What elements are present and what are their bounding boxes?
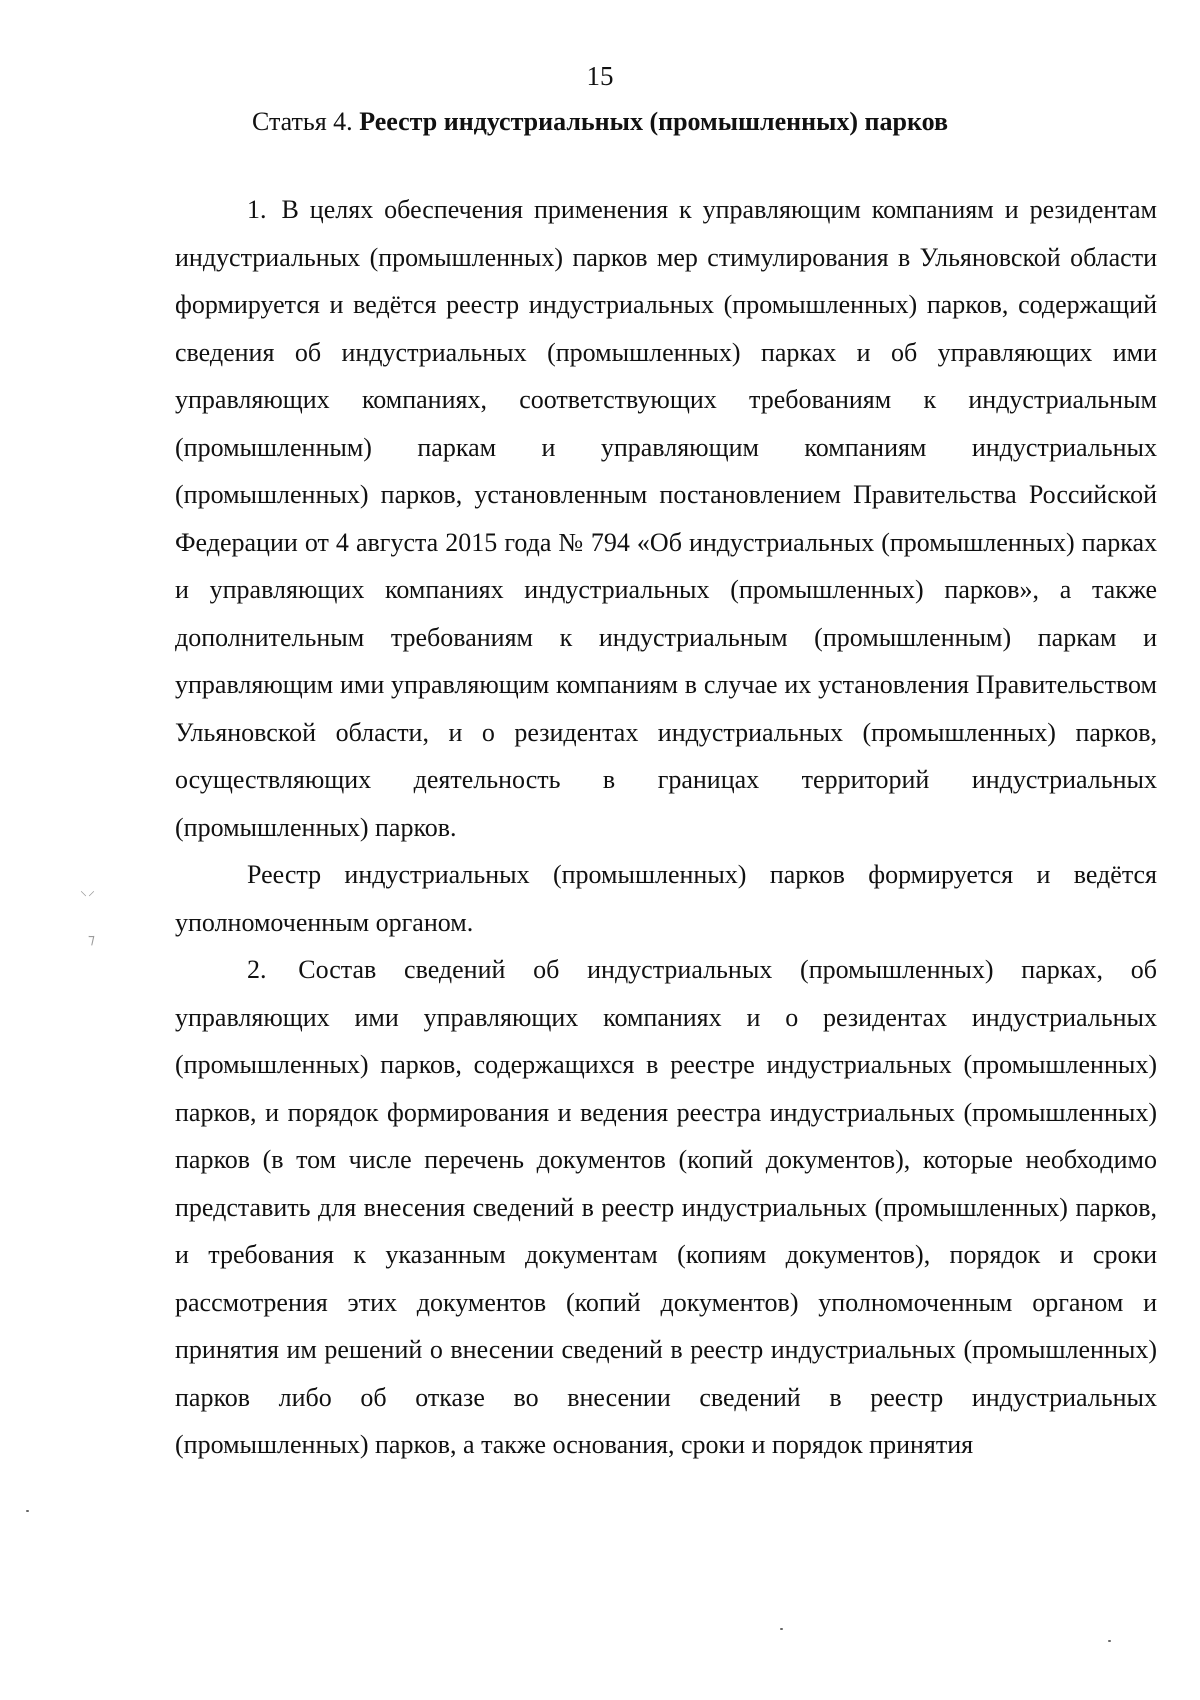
page-number: 15 [586, 61, 614, 91]
paragraph-number: 2. [247, 955, 267, 984]
scan-artifact-speck [1108, 1640, 1111, 1642]
paragraph-text: Состав сведений об индустриальных (промышленных) парках, об управляющих ими управляющих компаниях и о резидентах индустриальных (промышленных) парков, содержащихся в реестре индустриальных (промышленных) парков, и порядок формирования и ведения реестра индустриальных (промышленных) парков (в том числе перечень документов (копий документов), которые необходимо представить для внесения сведений в реестр индустриальных (промышленных) парков, и требования к указанным документам (копиям документов), порядок и сроки рассмотрения этих документов (копий документов) уполномоченным органом и принятия им решений о внесении сведений в реестр индустриальных (промышленных) парков либо об отказе во внесении сведений в реестр индустриальных (промышленных) парков, а также основания, сроки и порядок принятия [175, 955, 1157, 1459]
scan-artifact-speck [26, 1510, 29, 1512]
scan-artifact-mark: ⁊ [88, 932, 96, 948]
article-heading-prefix: Статья 4. [251, 107, 353, 136]
paragraph-1 [175, 186, 1157, 851]
document-body [175, 186, 1157, 1469]
article-heading-title: Реестр индустриальных (промышленных) парков [359, 107, 949, 136]
paragraph-text: В целях обеспечения применения к управляющим компаниям и резидентам индустриальных (промышленных) парков мер стимулирования в Ульяновской области формируется и ведётся реестр индустриальных (промышленных) парков, содержащий сведения об индустриальных (промышленных) парках и об управляющих ими управляющих компаниях, соответствующих требованиям к индустриальным (промышленным) паркам и управляющим компаниям индустриальных (промышленных) парков, установленным постановлением Правительства Российской Федерации от 4 августа 2015 года № 794 «Об индустриальных (промышленных) парках и управляющих компаниях индустриальных (промышленных) парков», а также дополнительным требованиям к индустриальным (промышленным) паркам и управляющим ими управляющим компаниям в случае их установления Правительством Ульяновской области, и о резидентах индустриальных (промышленных) парков, осуществляющих деятельность в границах территорий индустриальных (промышленных) парков. [175, 195, 1158, 842]
article-heading [0, 105, 1200, 139]
scan-artifact-mark: ⸌⸍ [80, 889, 96, 905]
scan-artifact-speck [780, 1628, 783, 1630]
paragraph-text: Реестр индустриальных (промышленных) парков формируется и ведётся уполномоченным органом. [175, 860, 1157, 937]
paragraph-1-continuation [175, 851, 1157, 946]
paragraph-2 [175, 946, 1157, 1469]
paragraph-number: 1. [247, 195, 267, 224]
